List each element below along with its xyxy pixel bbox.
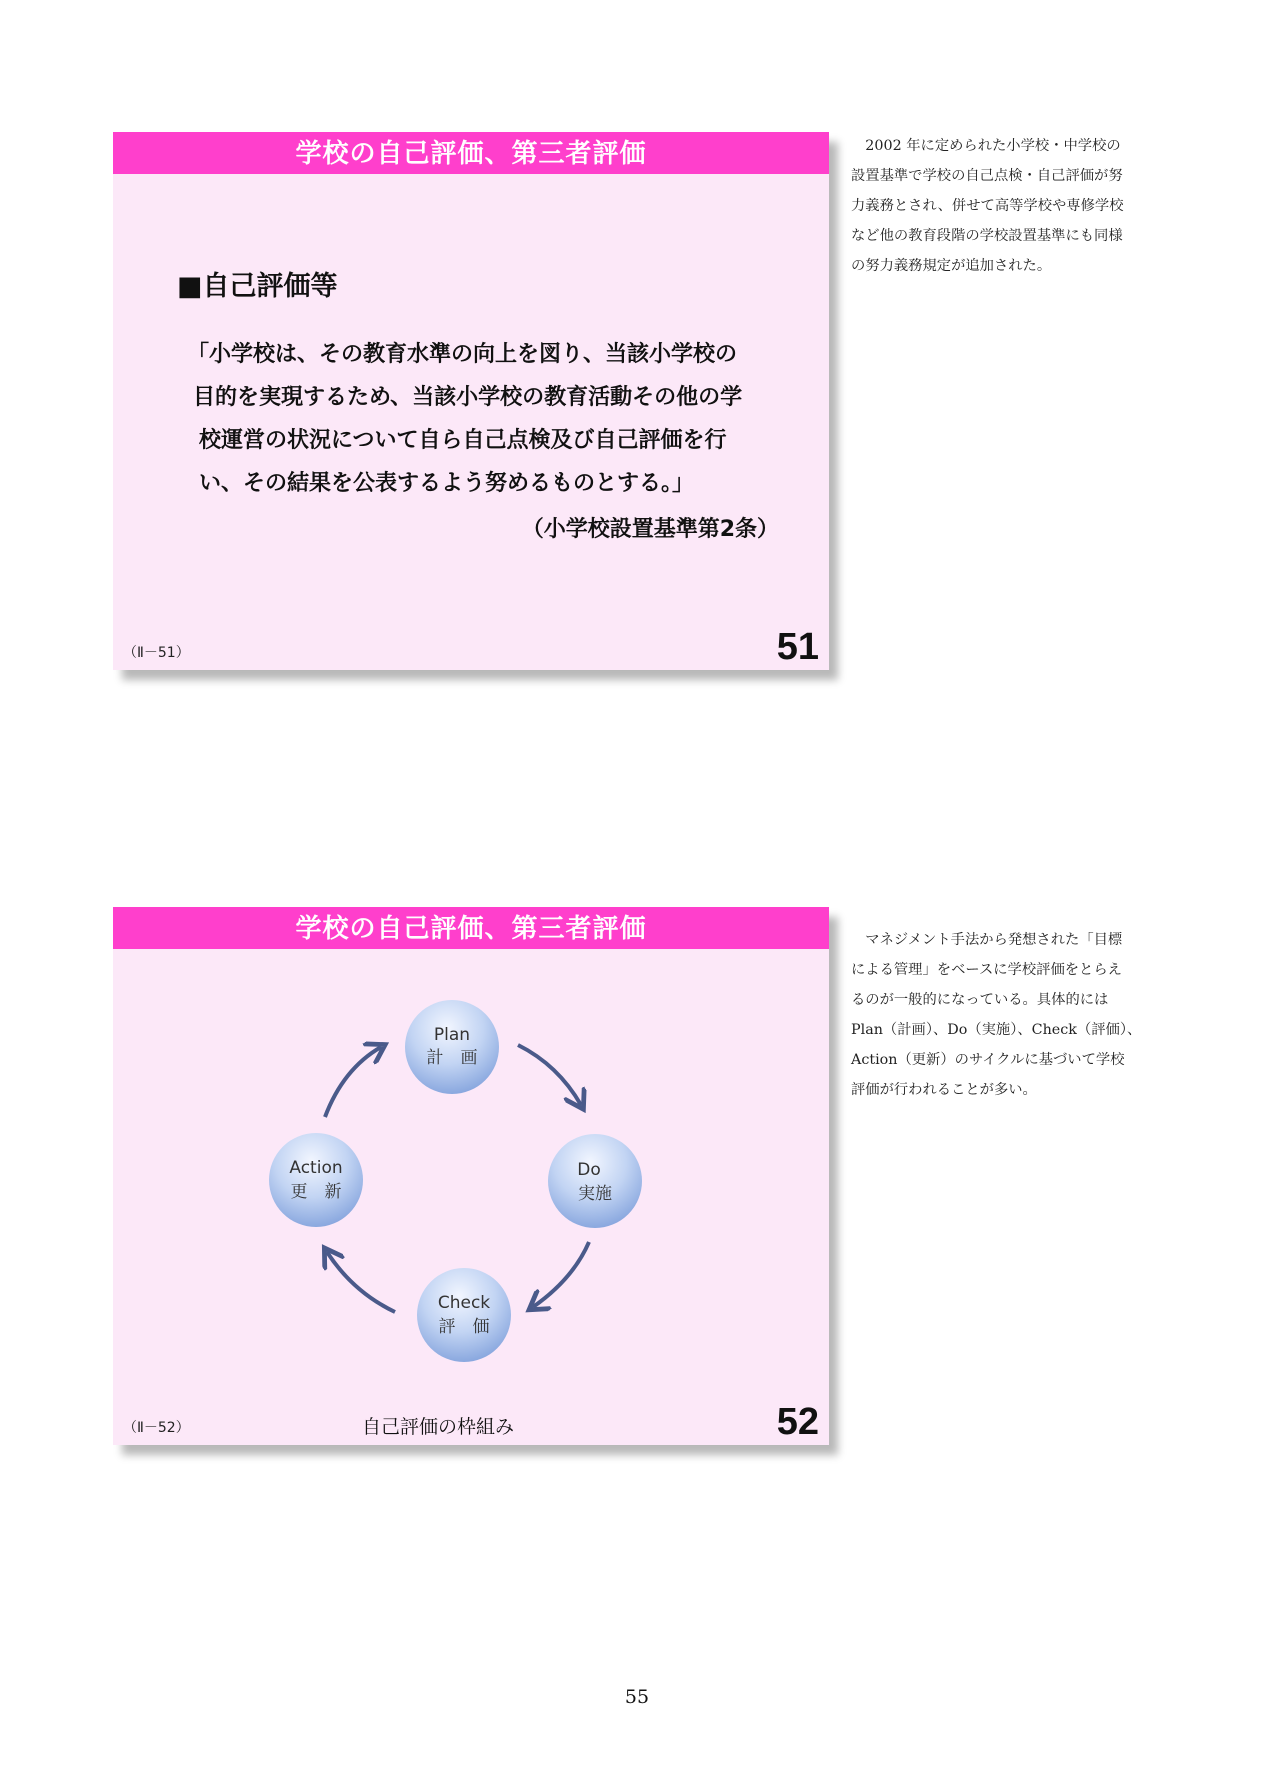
plan-en: Plan bbox=[433, 1025, 471, 1045]
slide-ref: （Ⅱ－51） bbox=[123, 645, 190, 661]
note-line: 2002 年に定められた小学校・中学校の bbox=[865, 138, 1121, 154]
slide-title: 学校の自己評価、第三者評価 bbox=[113, 132, 829, 174]
note-text-1 bbox=[851, 131, 1141, 281]
cycle-node-action bbox=[269, 1133, 363, 1227]
slide-number: 52 bbox=[776, 1401, 819, 1443]
do-jp: 実施 bbox=[578, 1184, 612, 1204]
check-jp: 評 価 bbox=[438, 1317, 490, 1337]
cycle-node-check bbox=[417, 1268, 511, 1362]
citation: （小学校設置基準第2条） bbox=[521, 517, 779, 542]
plan-jp: 計 画 bbox=[426, 1048, 478, 1068]
note-line: 設置基準で学校の自己点検・自己評価が努 bbox=[851, 168, 1123, 184]
quote-line: 校運営の状況について自ら自己点検及び自己評価を行 bbox=[199, 428, 727, 453]
slide-52 bbox=[113, 907, 829, 1445]
quote-line: い、その結果を公表するよう努めるものとする。」 bbox=[199, 471, 695, 496]
figure-caption: 自己評価の枠組み bbox=[361, 1416, 514, 1438]
arrow-do-to-check bbox=[533, 1242, 589, 1307]
note-line: るのが一般的になっている。具体的には bbox=[851, 992, 1109, 1008]
note-line: Plan（計画）、Do（実施）、Check（評価）、 bbox=[851, 1022, 1142, 1038]
cycle-node-do bbox=[548, 1134, 642, 1228]
slide-51 bbox=[113, 132, 829, 670]
note-text-2 bbox=[851, 925, 1141, 1105]
note-line: 評価が行われることが多い。 bbox=[851, 1082, 1037, 1098]
slide-title: 学校の自己評価、第三者評価 bbox=[113, 907, 829, 949]
section-heading: ■自己評価等 bbox=[177, 271, 338, 302]
arrow-action-to-plan bbox=[325, 1047, 381, 1117]
slide-ref: （Ⅱ－52） bbox=[123, 1420, 190, 1436]
note-line: による管理」をベースに学校評価をとらえ bbox=[851, 962, 1122, 978]
page-number: 55 bbox=[624, 1686, 650, 1708]
pdca-cycle-diagram bbox=[113, 907, 829, 1445]
cycle-node-plan bbox=[405, 1000, 499, 1094]
check-en: Check bbox=[437, 1293, 491, 1313]
note-line: Action（更新）のサイクルに基づいて学校 bbox=[851, 1052, 1125, 1068]
quote-line: 目的を実現するため、当該小学校の教育活動その他の学 bbox=[193, 385, 743, 410]
arrow-plan-to-do bbox=[518, 1045, 581, 1105]
note-line: 力義務とされ、併せて高等学校や専修学校 bbox=[851, 198, 1124, 214]
note-line: など他の教育段階の学校設置基準にも同様 bbox=[851, 228, 1123, 244]
action-en: Action bbox=[289, 1158, 343, 1178]
note-line: マネジメント手法から発想された「目標 bbox=[865, 932, 1123, 948]
do-en: Do bbox=[577, 1160, 601, 1180]
arrow-check-to-action bbox=[327, 1252, 395, 1312]
note-line: の努力義務規定が追加された。 bbox=[851, 258, 1052, 274]
action-jp: 更 新 bbox=[290, 1182, 342, 1202]
slide-number: 51 bbox=[776, 626, 819, 668]
quote-line: 「小学校は、その教育水準の向上を図り、当該小学校の bbox=[187, 342, 738, 367]
